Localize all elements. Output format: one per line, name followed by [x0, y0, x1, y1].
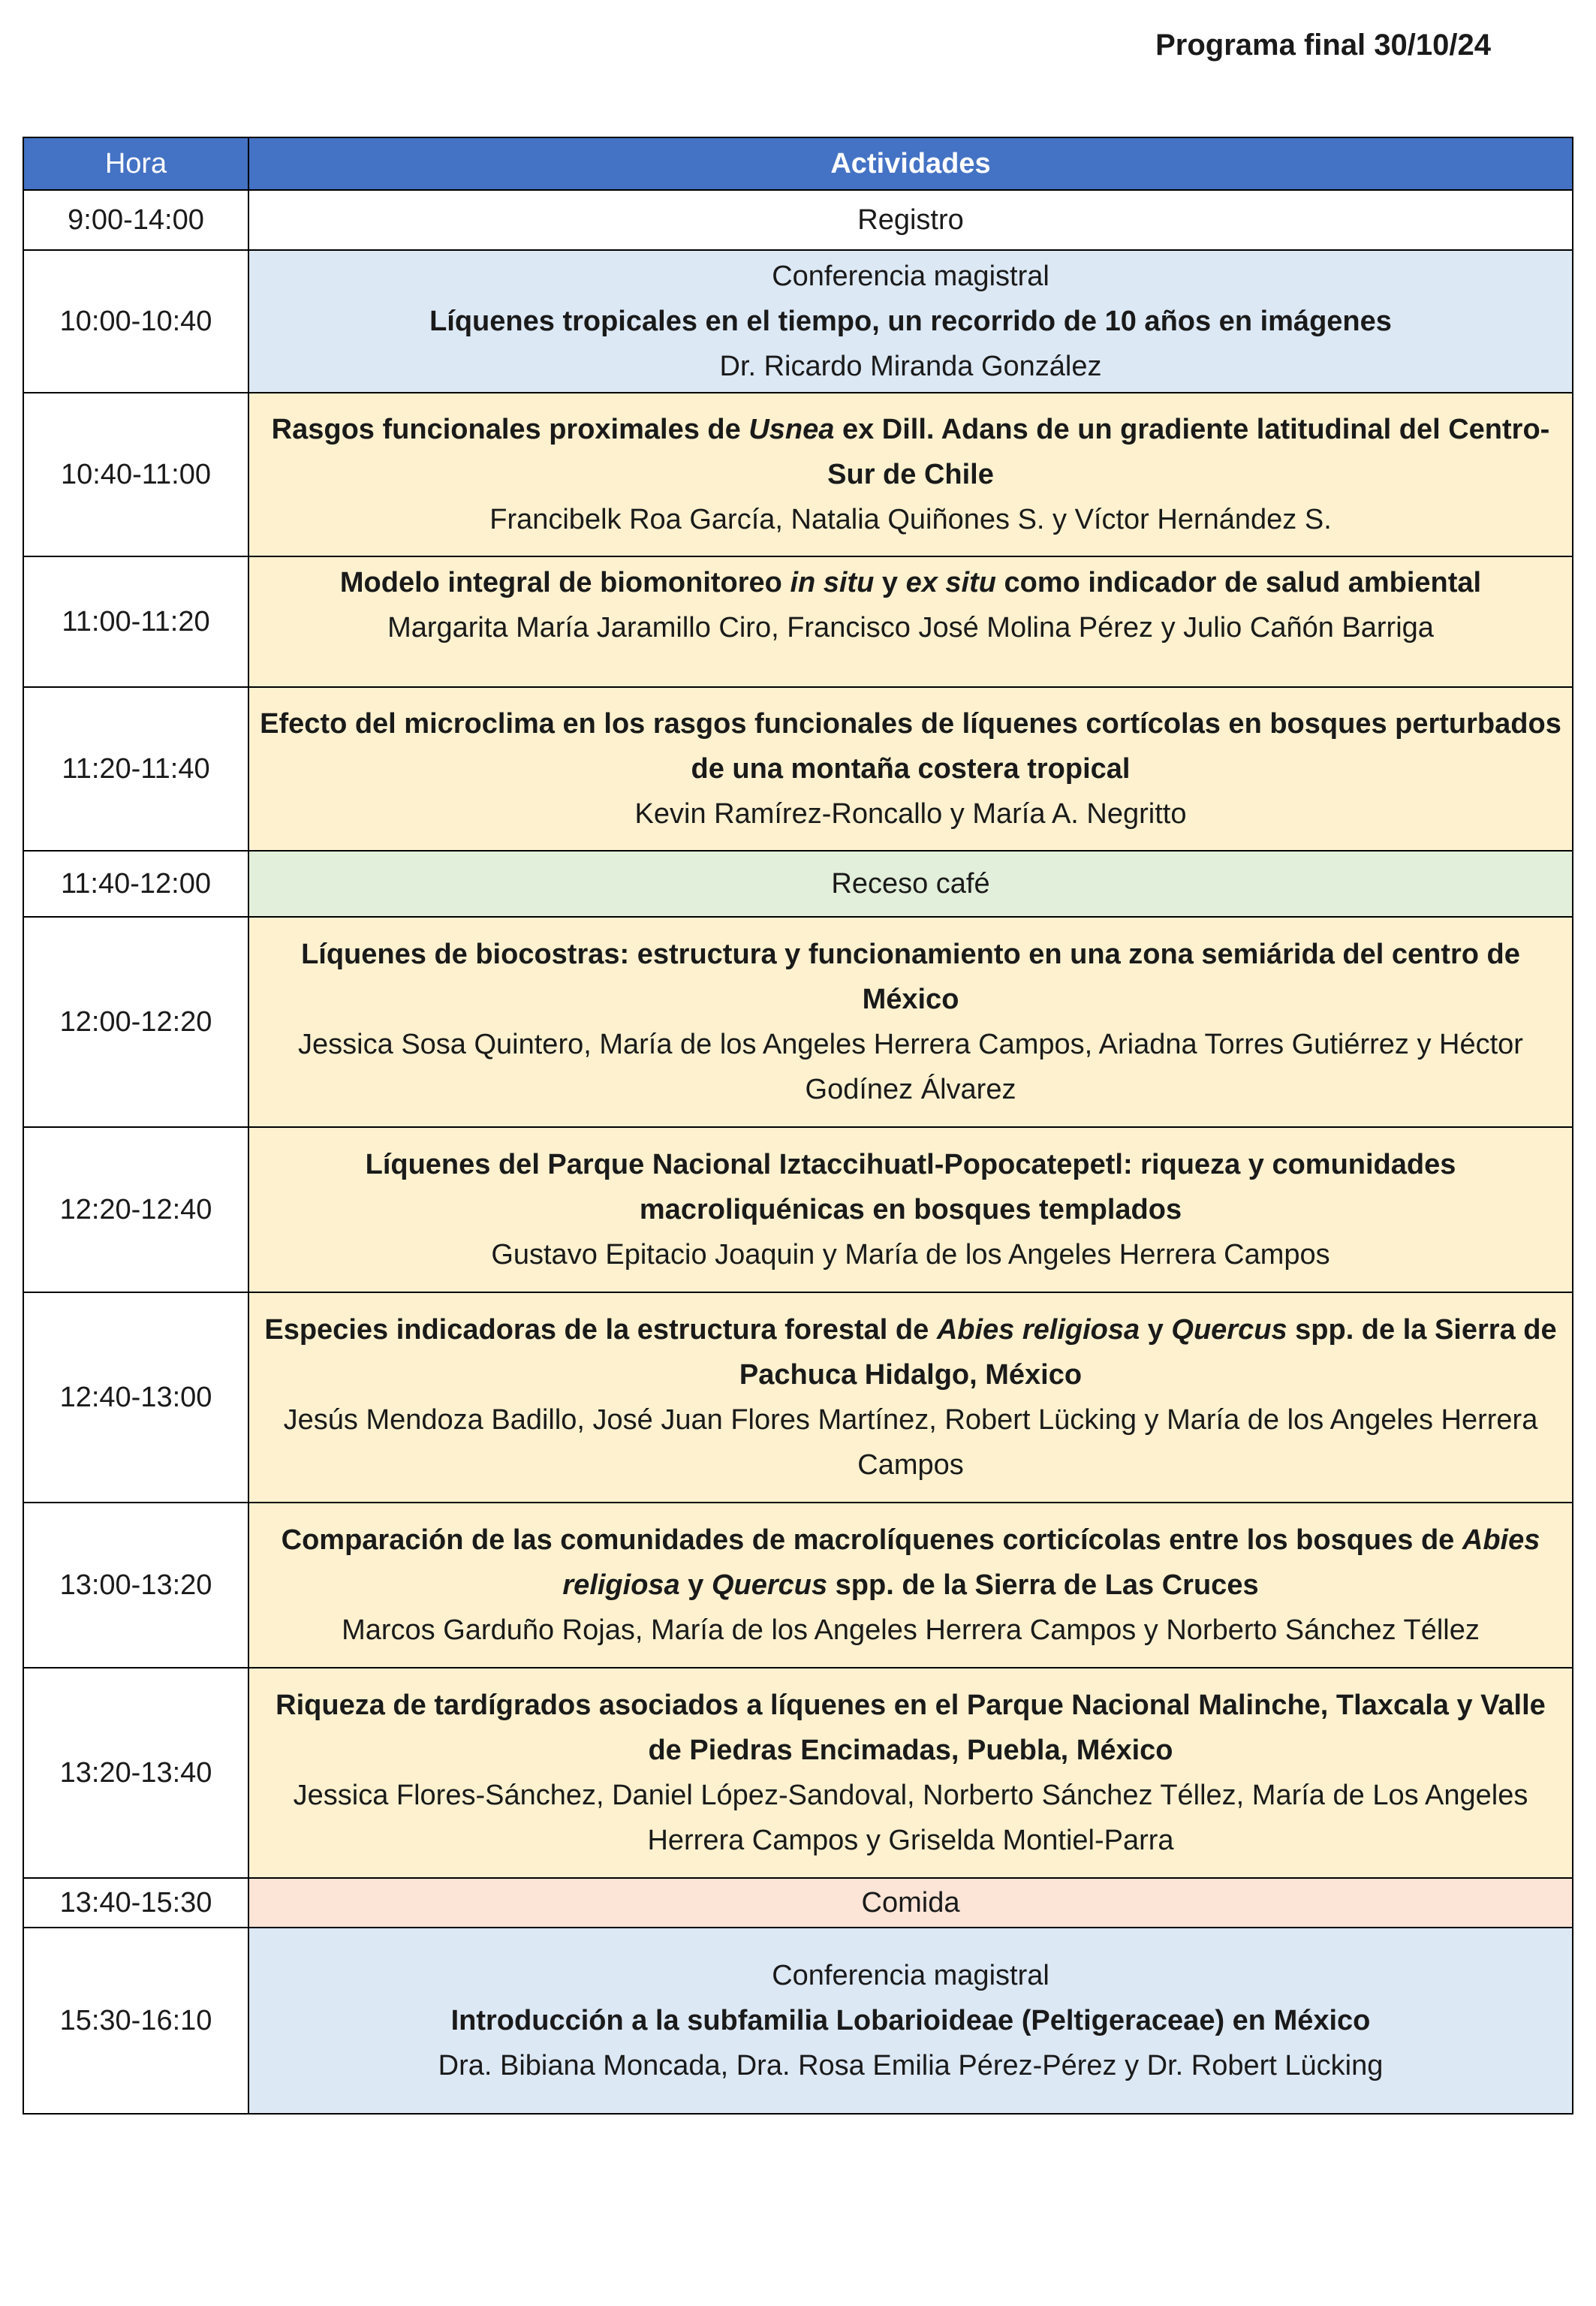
talk-title: Introducción a la subfamilia Lobarioideae (Peltigeraceae) en México [450, 2005, 1371, 2036]
talk-title: Comparación de las comunidades de macrolíquenes corticícolas entre los bosques de Abies religiosa y Quercus spp. de la Sierra de Las Cruces [281, 1524, 1540, 1601]
activity-cell [248, 556, 1573, 687]
table-row [23, 1668, 1573, 1878]
activity-cell [248, 1127, 1573, 1292]
table-row [23, 1878, 1573, 1928]
talk-authors: Marcos Garduño Rojas, María de los Angeles Herrera Campos y Norberto Sánchez Téllez [342, 1614, 1480, 1646]
page-title: Programa final 30/10/24 [1155, 29, 1491, 62]
talk-authors: Dra. Bibiana Moncada, Dra. Rosa Emilia Pérez-Pérez y Dr. Robert Lücking [438, 2050, 1384, 2081]
talk-title: Especies indicadoras de la estructura forestal de Abies religiosa y Quercus spp. de la Sierra de Pachuca Hidalgo, México [264, 1314, 1557, 1391]
talk-authors: Kevin Ramírez-Roncallo y María A. Negritto [634, 798, 1187, 830]
table-row [23, 687, 1573, 851]
time-cell: 10:00-10:40 [23, 250, 248, 393]
session-label: Conferencia magistral [772, 1960, 1049, 1991]
time-cell: 13:20-13:40 [23, 1668, 248, 1878]
time-cell: 11:20-11:40 [23, 687, 248, 851]
time-cell: 12:40-13:00 [23, 1292, 248, 1503]
activity-cell [248, 250, 1573, 393]
time-cell: 13:40-15:30 [23, 1878, 248, 1928]
activity-cell [248, 917, 1573, 1127]
table-row [23, 1928, 1573, 2114]
table-row [23, 250, 1573, 393]
table-row [23, 1292, 1573, 1503]
table-row [23, 556, 1573, 687]
schedule-table [23, 137, 1573, 2115]
time-cell: 12:00-12:20 [23, 917, 248, 1127]
time-cell: 13:00-13:20 [23, 1503, 248, 1668]
talk-authors: Gustavo Epitacio Joaquin y María de los Angeles Herrera Campos [491, 1239, 1330, 1271]
time-cell: 15:30-16:10 [23, 1928, 248, 2114]
talk-authors: Margarita María Jaramillo Ciro, Francisco José Molina Pérez y Julio Cañón Barriga [387, 612, 1434, 644]
talk-authors: Francibelk Roa García, Natalia Quiñones S. y Víctor Hernández S. [489, 504, 1332, 535]
talk-title: Líquenes tropicales en el tiempo, un recorrido de 10 años en imágenes [429, 306, 1392, 337]
talk-authors: Jessica Sosa Quintero, María de los Angeles Herrera Campos, Ariadna Torres Gutiérrez y Héctor Godínez Álvarez [298, 1029, 1523, 1105]
talk-title: Rasgos funcionales proximales de Usnea ex Dill. Adans de un gradiente latitudinal del Centro-Sur de Chile [271, 414, 1550, 490]
column-header-activities: Actividades [248, 137, 1573, 190]
activity-cell [248, 687, 1573, 851]
table-row [23, 917, 1573, 1127]
activity-cell [248, 1503, 1573, 1668]
table-row [23, 190, 1573, 250]
talk-title: Líquenes de biocostras: estructura y funcionamiento en una zona semiárida del centro de México [301, 939, 1520, 1015]
table-row [23, 851, 1573, 917]
table-row [23, 1503, 1573, 1668]
talk-title: Modelo integral de biomonitoreo in situ y ex situ como indicador de salud ambiental [339, 567, 1482, 598]
time-cell: 12:20-12:40 [23, 1127, 248, 1292]
activity-cell [248, 1928, 1573, 2114]
table-row [23, 1127, 1573, 1292]
activity-cell [248, 1292, 1573, 1503]
session-label: Conferencia magistral [772, 261, 1049, 292]
column-header-time: Hora [23, 137, 248, 190]
time-cell: 9:00-14:00 [23, 190, 248, 250]
activity-cell: Comida [248, 1878, 1573, 1928]
time-cell: 11:40-12:00 [23, 851, 248, 917]
time-cell: 10:40-11:00 [23, 393, 248, 556]
activity-cell [248, 393, 1573, 556]
talk-authors: Jessica Flores-Sánchez, Daniel López-Sandoval, Norberto Sánchez Téllez, María de Los Angeles Herrera Campos y Griselda Montiel-Parra [293, 1780, 1528, 1856]
time-cell: 11:00-11:20 [23, 556, 248, 687]
talk-authors: Jesús Mendoza Badillo, José Juan Flores Martínez, Robert Lücking y María de los Angeles Herrera Campos [283, 1404, 1538, 1481]
talk-title: Efecto del microclima en los rasgos funcionales de líquenes cortícolas en bosques perturbados de una montaña costera tropical [260, 708, 1561, 785]
activity-cell: Receso café [248, 851, 1573, 917]
talk-title: Riqueza de tardígrados asociados a líquenes en el Parque Nacional Malinche, Tlaxcala y Valle de Piedras Encimadas, Puebla, México [276, 1690, 1546, 1766]
table-header-row [23, 137, 1573, 190]
activity-cell [248, 1668, 1573, 1878]
activity-cell: Registro [248, 190, 1573, 250]
talk-authors: Dr. Ricardo Miranda González [719, 351, 1102, 382]
talk-title: Líquenes del Parque Nacional Iztaccihuatl-Popocatepetl: riqueza y comunidades macroliquénicas en bosques templados [365, 1149, 1456, 1225]
table-row [23, 393, 1573, 556]
